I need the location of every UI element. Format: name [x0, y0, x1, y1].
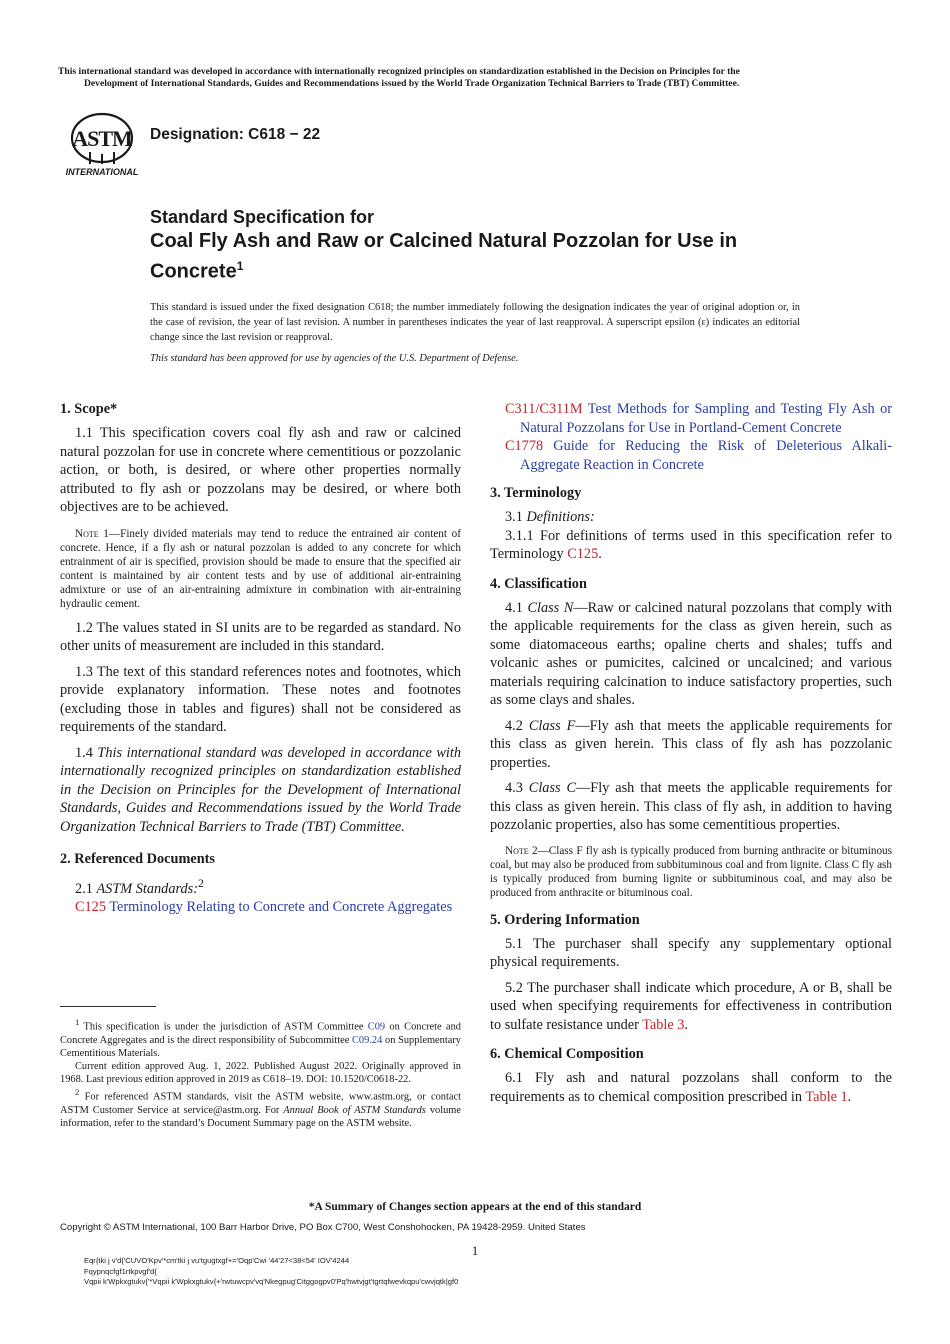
- paragraph-1-4: 1.4 This international standard was developed in accordance with internationally recognized principles on standardization established in the Decision on Principles for the Development of International Standards, Guides and Recommendations issued by the World Trade Organization Technical Barriers to Trade (TBT) Committee.: [60, 744, 461, 835]
- logo-text: INTERNATIONAL: [65, 167, 139, 177]
- astm-logo: [60, 112, 144, 178]
- right-column: [490, 400, 892, 1106]
- paragraph-6-1: 6.1 Fly ash and natural pozzolans shall conform to the requirements as to chemical composition prescribed in Table 1.: [490, 1070, 892, 1105]
- paragraph-2-1: 2.1 ASTM Standards:$^2$: [75, 876, 204, 897]
- title-main: Coal Fly Ash and Raw or Calcined Natural Pozzolan for Use in Concrete$^1$: [150, 230, 738, 283]
- link-c09[interactable]: C09: [367, 1021, 386, 1033]
- reference-c1778[interactable]: C1778 Guide for Reducing the Risk of Deleterious Alkali-Aggregate Reaction in Concrete: [505, 438, 892, 473]
- footnote-divider: [60, 1006, 156, 1007]
- paragraph-1-3: 1.3 The text of this standard references notes and footnotes, which provide explanatory information. These notes and footnotes (excluding those in tables and figures) shall not be considered as requirements of the standard.: [60, 663, 461, 735]
- link-c09-24[interactable]: C09.24: [352, 1034, 383, 1046]
- title-line-1: Standard Specification for: [150, 207, 375, 227]
- designation: Designation: C618 − 22: [150, 126, 321, 143]
- reference-c125[interactable]: C125 Terminology Relating to Concrete and Concrete Aggregates: [75, 899, 453, 916]
- section-4-heading: 4. Classification: [490, 575, 587, 592]
- summary-of-changes-note: *A Summary of Changes section appears at the end of this standard: [308, 1201, 642, 1213]
- svg-text:ASTM: ASTM: [72, 126, 132, 151]
- paragraph-1-2: 1.2 The values stated in SI units are to be regarded as standard. No other units of measurement are included in this standard.: [60, 619, 461, 654]
- international-standard-notice: [58, 66, 894, 90]
- paragraph-3-1-1: 3.1.1 For definitions of terms used in this specification refer to Terminology C125.: [490, 527, 892, 562]
- footnote-1-edition: Current edition approved Aug. 1, 2022. Published August 2022. Originally approved in 1968. Last previous edition approved in 2019 as C618–19. DOI: 10.1520/C0618-22.: [60, 1061, 461, 1086]
- note-1: Note 1—Finely divided materials may tend to reduce the entrained air content of concrete. Hence, if a fly ash or natural pozzolan is added to any concrete for which entrainment of air is specified, provision should be made to ensure that the specified air content is maintained by air content tests and by use of additional air-entraining admixture or use of an air-entraining admixture in combination with air-entraining hydraulic cement.: [60, 527, 461, 610]
- paragraph-4-1: 4.1 Class N—Raw or calcined natural pozzolans that comply with the applicable requirements for the class as given herein, such as some diatomaceous earths; opaline cherts and shales; tuffs and volcanic ashes or pumicites, calcined or uncalcined; and various materials requiring calcination to induce satisfactory properties, such as some clays and shales.: [490, 599, 893, 708]
- copyright: Copyright © ASTM International, 100 Barr Harbor Drive, PO Box C700, West Conshohocken, PA 19428-2959. United States: [60, 1222, 586, 1233]
- paragraph-4-3: 4.3 Class C—Fly ash that meets the applicable requirements for this class as given herein. This class of fly ash, in addition to having pozzolanic properties, also has some cementitious properties.: [490, 780, 892, 833]
- paragraph-5-1: 5.1 The purchaser shall specify any supplementary optional physical requirements.: [490, 935, 892, 970]
- note-2: Note 2—Class F fly ash is typically produced from burning anthracite or bituminous coal, but may also be produced from subbituminous coal and from lignite. Class C fly ash is typically produced from burning lignite or subbituminous coal, and may also be produced from anthracite or bituminous coal.: [490, 844, 892, 899]
- reference-c311[interactable]: C311/C311M Test Methods for Sampling and Testing Fly Ash or Natural Pozzolans for Use in Portland-Cement Concrete: [505, 401, 892, 436]
- notice-line-2: Development of International Standards, Guides and Recommendations issued by the World Trade Organization Technical Barriers to Trade (TBT) Committee.: [84, 78, 740, 89]
- link-table-3[interactable]: Table 3: [642, 1016, 685, 1033]
- left-column: [60, 400, 461, 917]
- document-title: [150, 205, 830, 285]
- section-5-heading: 5. Ordering Information: [490, 911, 640, 928]
- section-3-heading: 3. Terminology: [490, 485, 582, 501]
- issued-statement: This standard is issued under the fixed designation C618; the number immediately following the designation indicates the year of original adoption or, in the case of revision, the year of last revision. A number in parentheses indicates the year of last reapproval. A superscript epsilon (ε) indicates an editorial change since the last revision or reapproval.: [150, 302, 800, 343]
- page-number: 1: [471, 1243, 479, 1258]
- paragraph-5-2: 5.2 The purchaser shall indicate which procedure, A or B, shall be used when specifying requirements for effectiveness in contribution to sulfate resistance under Table 3.: [490, 979, 892, 1033]
- footnote-2: $^2$ For referenced ASTM standards, visit the ASTM website, www.astm.org, or contact ASTM Customer Service at service@astm.org. For Annual Book of ASTM Standards volume information, refer to the standard’s Document Summary page on the ASTM website.: [60, 1087, 461, 1130]
- section-6-heading: 6. Chemical Composition: [490, 1046, 644, 1062]
- link-c125[interactable]: C125: [567, 546, 599, 562]
- section-1-heading: 1. Scope*: [60, 401, 118, 417]
- paragraph-1-1: 1.1 This specification covers coal fly ash and raw or calcined natural pozzolan for use in concrete where cementitious or pozzolanic action, or both, is desired, or where other properties normally attributed to fly ash or pozzolans may be desired, or where both objectives are to be achieved.: [60, 425, 461, 515]
- paragraph-3-1: 3.1 Definitions:: [505, 509, 595, 525]
- link-table-1[interactable]: Table 1: [805, 1088, 848, 1105]
- title-footnote-mark: 1: [236, 259, 244, 273]
- defense-statement: This standard has been approved for use by agencies of the U.S. Department of Defense.: [150, 353, 519, 364]
- footnotes: [60, 1016, 461, 1131]
- paragraph-4-2: 4.2 Class F—Fly ash that meets the applicable requirements for this class as given herein. This class of fly ash has pozzolanic properties.: [490, 717, 893, 771]
- license-stamp: Eqr{tki j v'd{'CUVO'Kpv'*cm'tki j vu'tgugtxgf+='Oqp'Cwi '44'27<38<54' IOV'4244 Fqypnqcfgf1rtkpvgf'd{ Vqpii k'Wpkxgtukv{'*Vqpii k'Wpkxgtukv{+'rwtuwcpv'vq'Nkegpug'Citggogpv0'Pq'hwtvjgt'tgrtqfwevkqpu'cwvjqtk|gf0: [84, 1256, 459, 1286]
- footnote-1: $^1$ This specification is under the jurisdiction of ASTM Committee C09 on Concrete and Concrete Aggregates and is the direct responsibility of Subcommittee C09.24 on Supplementary Cementitious Materials.: [60, 1017, 461, 1059]
- section-2-heading: 2. Referenced Documents: [60, 851, 215, 867]
- notice-line-1: This international standard was developed in accordance with internationally recognized principles on standardization established in the Decision on Principles for the: [58, 66, 740, 77]
